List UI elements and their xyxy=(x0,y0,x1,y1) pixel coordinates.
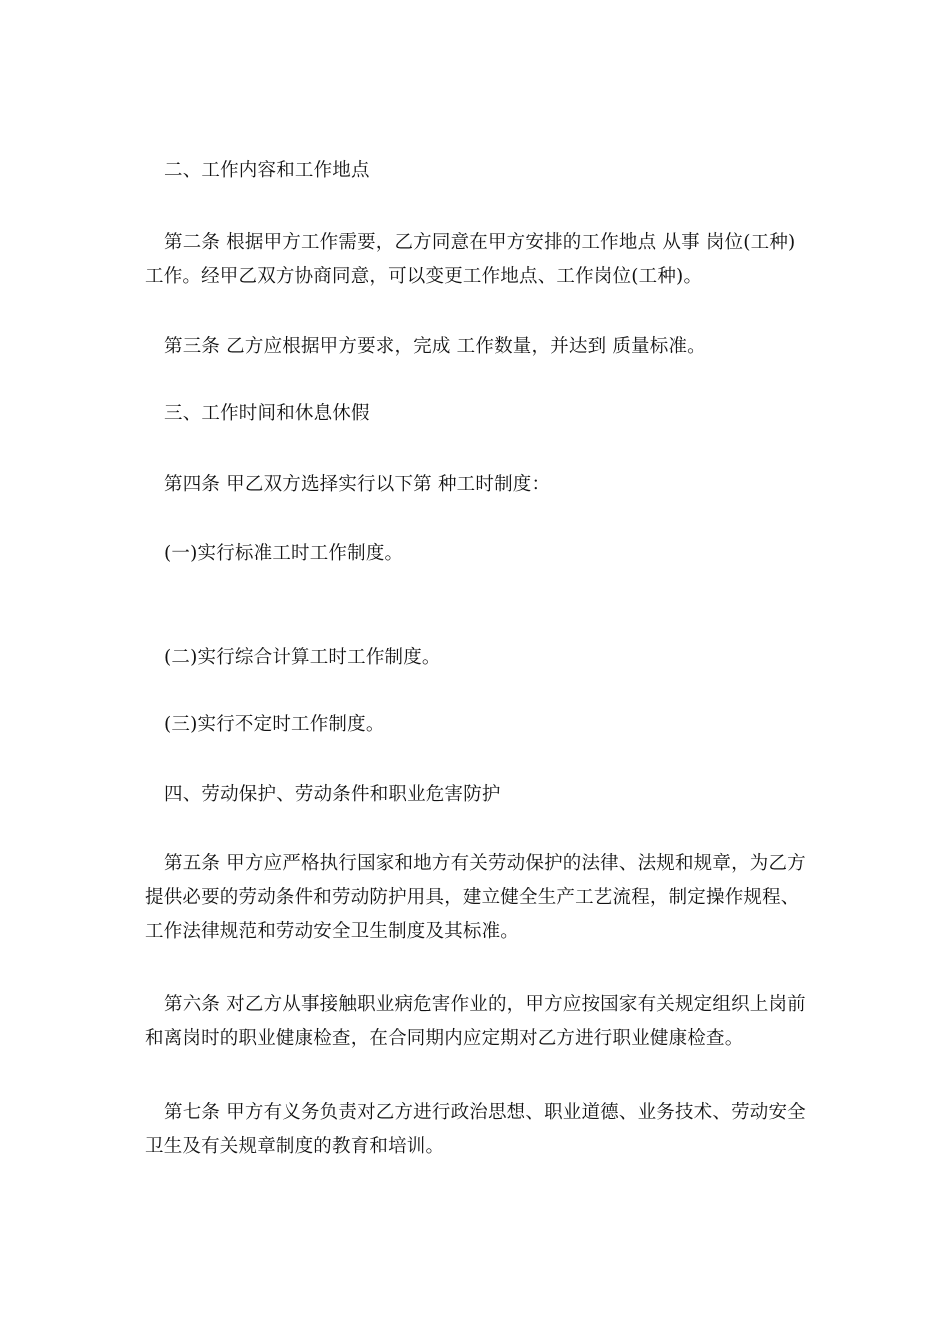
section-heading-4: 四、劳动保护、劳动条件和职业危害防护 xyxy=(164,784,501,805)
article-2-paragraph: 第二条 根据甲方工作需要，乙方同意在甲方安排的工作地点 从事 岗位(工种)工作。经甲乙双方协商同意，可以变更工作地点、工作岗位(工种)。 xyxy=(145,232,796,287)
article-7-paragraph: 第七条 甲方有义务负责对乙方进行政治思想、职业道德、业务技术、劳动安全卫生及有关规章制度的教育和培训。 xyxy=(145,1102,806,1157)
section-heading-2: 二、工作内容和工作地点 xyxy=(164,160,370,181)
section-heading-3: 三、工作时间和休息休假 xyxy=(164,403,370,424)
option-2-item: (二)实行综合计算工时工作制度。 xyxy=(164,647,441,668)
article-3-paragraph: 第三条 乙方应根据甲方要求，完成 工作数量，并达到 质量标准。 xyxy=(164,336,706,357)
option-3-item: (三)实行不定时工作制度。 xyxy=(164,714,385,735)
article-4-paragraph: 第四条 甲乙双方选择实行以下第 种工时制度： xyxy=(164,474,551,495)
article-5-paragraph: 第五条 甲方应严格执行国家和地方有关劳动保护的法律、法规和规章，为乙方提供必要的劳动条件和劳动防护用具，建立健全生产工艺流程，制定操作规程、工作法律规范和劳动安全卫生制度及其标准。 xyxy=(145,853,806,942)
article-6-paragraph: 第六条 对乙方从事接触职业病危害作业的，甲方应按国家有关规定组织上岗前和离岗时的职业健康检查，在合同期内应定期对乙方进行职业健康检查。 xyxy=(145,994,806,1049)
option-1-item: (一)实行标准工时工作制度。 xyxy=(164,543,404,564)
